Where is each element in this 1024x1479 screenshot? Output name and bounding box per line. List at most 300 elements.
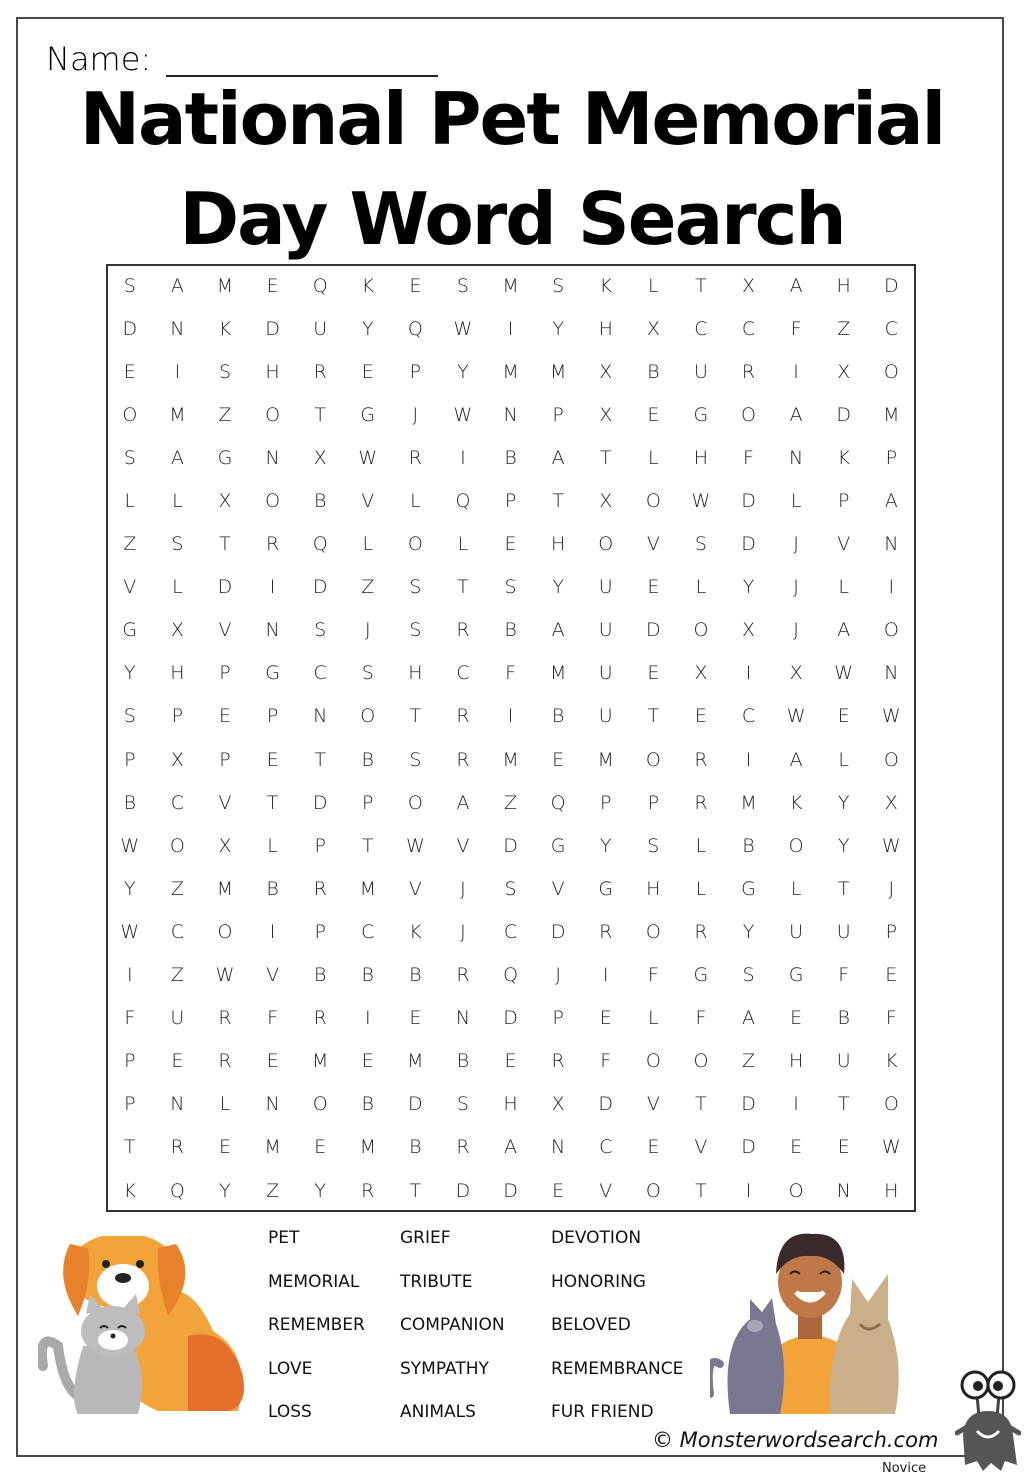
- grid-letter[interactable]: P: [219, 748, 231, 771]
- grid-letter[interactable]: I: [507, 705, 514, 728]
- grid-letter[interactable]: W: [453, 317, 473, 340]
- grid-letter[interactable]: F: [600, 1050, 612, 1073]
- grid-letter[interactable]: S: [456, 274, 469, 297]
- grid-letter[interactable]: O: [217, 920, 233, 943]
- grid-letter[interactable]: P: [314, 920, 326, 943]
- grid-letter[interactable]: Y: [123, 877, 136, 900]
- grid-letter[interactable]: E: [790, 1136, 803, 1159]
- grid-letter[interactable]: R: [599, 920, 613, 943]
- grid-letter[interactable]: O: [645, 920, 661, 943]
- grid-letter[interactable]: C: [313, 662, 327, 685]
- grid-letter[interactable]: M: [502, 274, 519, 297]
- grid-letter[interactable]: O: [598, 533, 614, 556]
- grid-letter[interactable]: N: [265, 619, 280, 642]
- grid-letter[interactable]: A: [789, 403, 803, 426]
- grid-letter[interactable]: I: [364, 1007, 371, 1030]
- grid-letter[interactable]: I: [507, 317, 514, 340]
- grid-letter[interactable]: E: [599, 1007, 612, 1030]
- grid-letter[interactable]: V: [551, 877, 565, 900]
- grid-letter[interactable]: R: [694, 920, 708, 943]
- grid-letter[interactable]: H: [693, 446, 709, 469]
- grid-letter[interactable]: Y: [219, 1179, 231, 1202]
- grid-letter[interactable]: W: [786, 705, 806, 728]
- grid-letter[interactable]: I: [602, 964, 609, 987]
- grid-letter[interactable]: T: [361, 834, 374, 857]
- grid-letter[interactable]: L: [695, 576, 707, 599]
- grid-letter[interactable]: J: [364, 619, 371, 642]
- grid-letter[interactable]: I: [269, 576, 276, 599]
- grid-letter[interactable]: D: [503, 834, 518, 857]
- grid-letter[interactable]: R: [741, 360, 756, 383]
- grid-letter[interactable]: X: [599, 403, 613, 426]
- grid-letter[interactable]: D: [550, 920, 566, 943]
- grid-letter[interactable]: F: [695, 1007, 707, 1030]
- grid-letter[interactable]: R: [313, 877, 327, 900]
- grid-letter[interactable]: E: [790, 1007, 803, 1030]
- grid-letter[interactable]: R: [456, 619, 470, 642]
- grid-letter[interactable]: L: [172, 490, 183, 513]
- grid-letter[interactable]: W: [120, 834, 140, 857]
- grid-letter[interactable]: R: [551, 1050, 565, 1073]
- grid-letter[interactable]: Y: [599, 834, 612, 857]
- grid-letter[interactable]: T: [599, 446, 612, 469]
- grid-letter[interactable]: P: [552, 403, 564, 426]
- grid-letter[interactable]: D: [883, 274, 899, 297]
- grid-letter[interactable]: R: [218, 1050, 232, 1073]
- grid-letter[interactable]: X: [170, 619, 184, 642]
- grid-letter[interactable]: P: [362, 791, 374, 814]
- grid-letter[interactable]: E: [504, 1050, 517, 1073]
- grid-letter[interactable]: O: [265, 403, 281, 426]
- grid-letter[interactable]: V: [599, 1179, 613, 1202]
- grid-letter[interactable]: L: [790, 877, 802, 900]
- grid-letter[interactable]: P: [552, 1007, 564, 1030]
- grid-letter[interactable]: C: [170, 920, 185, 943]
- grid-letter[interactable]: E: [171, 1050, 184, 1073]
- grid-letter[interactable]: O: [693, 619, 709, 642]
- grid-letter[interactable]: O: [407, 533, 423, 556]
- grid-letter[interactable]: A: [170, 446, 184, 469]
- grid-letter[interactable]: B: [647, 360, 660, 383]
- grid-letter[interactable]: S: [409, 619, 422, 642]
- grid-letter[interactable]: C: [456, 662, 470, 685]
- grid-letter[interactable]: O: [788, 834, 804, 857]
- grid-letter[interactable]: L: [648, 1007, 659, 1030]
- grid-letter[interactable]: C: [599, 1136, 613, 1159]
- grid-letter[interactable]: O: [883, 619, 899, 642]
- grid-letter[interactable]: I: [745, 1179, 752, 1202]
- grid-letter[interactable]: M: [502, 360, 519, 383]
- grid-letter[interactable]: O: [122, 403, 138, 426]
- grid-letter[interactable]: X: [646, 317, 660, 340]
- grid-letter[interactable]: O: [645, 1179, 661, 1202]
- grid-letter[interactable]: T: [695, 1093, 707, 1116]
- grid-letter[interactable]: P: [885, 446, 898, 469]
- grid-letter[interactable]: V: [408, 877, 422, 900]
- grid-letter[interactable]: P: [124, 748, 136, 771]
- grid-letter[interactable]: A: [742, 1007, 756, 1030]
- grid-letter[interactable]: M: [407, 1050, 424, 1073]
- grid-letter[interactable]: U: [598, 662, 613, 685]
- grid-letter[interactable]: X: [742, 274, 756, 297]
- grid-letter[interactable]: X: [742, 619, 756, 642]
- grid-letter[interactable]: E: [266, 274, 279, 297]
- grid-letter[interactable]: B: [361, 964, 374, 987]
- grid-letter[interactable]: J: [793, 576, 799, 599]
- grid-letter[interactable]: B: [504, 619, 517, 642]
- grid-letter[interactable]: C: [741, 705, 756, 728]
- grid-letter[interactable]: G: [741, 877, 756, 900]
- grid-letter[interactable]: Q: [312, 274, 328, 297]
- grid-letter[interactable]: S: [171, 533, 184, 556]
- grid-letter[interactable]: R: [456, 705, 470, 728]
- grid-letter[interactable]: B: [313, 490, 327, 513]
- grid-letter[interactable]: E: [361, 1050, 374, 1073]
- grid-letter[interactable]: M: [216, 877, 234, 900]
- grid-letter[interactable]: T: [219, 533, 231, 556]
- grid-letter[interactable]: D: [741, 1136, 756, 1159]
- grid-letter[interactable]: G: [788, 964, 804, 987]
- grid-letter[interactable]: O: [312, 1093, 328, 1116]
- grid-letter[interactable]: E: [361, 360, 374, 383]
- grid-letter[interactable]: U: [598, 705, 613, 728]
- grid-letter[interactable]: Y: [123, 662, 136, 685]
- grid-letter[interactable]: X: [884, 791, 898, 814]
- grid-letter[interactable]: M: [740, 791, 757, 814]
- grid-letter[interactable]: W: [405, 834, 425, 857]
- grid-letter[interactable]: C: [503, 920, 518, 943]
- grid-letter[interactable]: O: [693, 1050, 709, 1073]
- grid-letter[interactable]: R: [694, 791, 708, 814]
- grid-letter[interactable]: K: [789, 791, 803, 814]
- grid-letter[interactable]: U: [598, 619, 613, 642]
- grid-letter[interactable]: J: [460, 920, 466, 943]
- grid-letter[interactable]: V: [361, 490, 375, 513]
- grid-letter[interactable]: L: [790, 490, 802, 513]
- grid-letter[interactable]: V: [123, 576, 137, 599]
- grid-letter[interactable]: L: [457, 533, 469, 556]
- grid-letter[interactable]: J: [793, 533, 799, 556]
- grid-letter[interactable]: P: [600, 791, 612, 814]
- grid-letter[interactable]: E: [409, 274, 422, 297]
- grid-letter[interactable]: I: [174, 360, 181, 383]
- grid-letter[interactable]: Z: [742, 1050, 756, 1073]
- grid-letter[interactable]: P: [219, 662, 231, 685]
- grid-letter[interactable]: S: [123, 274, 136, 297]
- grid-letter[interactable]: X: [170, 748, 184, 771]
- grid-letter[interactable]: E: [552, 748, 565, 771]
- grid-letter[interactable]: O: [883, 360, 899, 383]
- grid-letter[interactable]: G: [217, 446, 233, 469]
- grid-letter[interactable]: G: [360, 403, 376, 426]
- grid-letter[interactable]: S: [123, 705, 136, 728]
- grid-letter[interactable]: Y: [837, 834, 850, 857]
- grid-letter[interactable]: O: [645, 490, 661, 513]
- grid-letter[interactable]: K: [361, 274, 374, 297]
- grid-letter[interactable]: B: [409, 964, 422, 987]
- grid-letter[interactable]: X: [218, 490, 232, 513]
- grid-letter[interactable]: U: [789, 920, 804, 943]
- grid-letter[interactable]: V: [646, 1093, 660, 1116]
- grid-letter[interactable]: Y: [552, 576, 564, 599]
- grid-letter[interactable]: I: [888, 576, 895, 599]
- grid-letter[interactable]: X: [599, 490, 613, 513]
- grid-letter[interactable]: D: [217, 576, 233, 599]
- grid-letter[interactable]: U: [313, 317, 328, 340]
- grid-letter[interactable]: T: [647, 705, 660, 728]
- grid-letter[interactable]: Q: [407, 317, 423, 340]
- grid-letter[interactable]: A: [789, 748, 803, 771]
- grid-letter[interactable]: N: [789, 446, 804, 469]
- grid-letter[interactable]: D: [503, 1179, 518, 1202]
- grid-letter[interactable]: F: [505, 662, 517, 685]
- grid-letter[interactable]: A: [884, 490, 898, 513]
- grid-letter[interactable]: T: [695, 274, 707, 297]
- grid-letter[interactable]: W: [691, 490, 711, 513]
- grid-letter[interactable]: R: [361, 1179, 375, 1202]
- grid-letter[interactable]: N: [170, 317, 185, 340]
- grid-letter[interactable]: H: [836, 274, 851, 297]
- grid-letter[interactable]: M: [502, 748, 519, 771]
- grid-letter[interactable]: P: [266, 705, 279, 728]
- grid-letter[interactable]: R: [408, 446, 422, 469]
- grid-letter[interactable]: Q: [169, 1179, 185, 1202]
- grid-letter[interactable]: P: [124, 1050, 136, 1073]
- grid-letter[interactable]: L: [362, 533, 374, 556]
- grid-letter[interactable]: V: [218, 791, 232, 814]
- grid-letter[interactable]: E: [409, 1007, 422, 1030]
- grid-letter[interactable]: I: [745, 662, 752, 685]
- grid-letter[interactable]: S: [218, 360, 232, 383]
- grid-letter[interactable]: D: [312, 576, 328, 599]
- grid-letter[interactable]: G: [550, 834, 566, 857]
- grid-letter[interactable]: E: [314, 1136, 327, 1159]
- grid-letter[interactable]: P: [647, 791, 660, 814]
- grid-letter[interactable]: W: [881, 705, 901, 728]
- grid-letter[interactable]: Q: [550, 791, 566, 814]
- grid-letter[interactable]: J: [888, 877, 895, 900]
- grid-letter[interactable]: L: [124, 490, 136, 513]
- grid-letter[interactable]: P: [124, 1093, 136, 1116]
- grid-letter[interactable]: D: [741, 533, 756, 556]
- grid-letter[interactable]: E: [123, 360, 136, 383]
- grid-letter[interactable]: T: [266, 791, 279, 814]
- grid-letter[interactable]: L: [172, 576, 183, 599]
- grid-letter[interactable]: B: [551, 705, 565, 728]
- grid-letter[interactable]: E: [504, 533, 517, 556]
- grid-letter[interactable]: D: [503, 1007, 518, 1030]
- grid-letter[interactable]: X: [837, 360, 851, 383]
- grid-letter[interactable]: L: [648, 446, 659, 469]
- grid-letter[interactable]: R: [218, 1007, 232, 1030]
- grid-letter[interactable]: Z: [837, 317, 851, 340]
- grid-letter[interactable]: I: [793, 1093, 799, 1116]
- grid-letter[interactable]: N: [884, 533, 899, 556]
- grid-letter[interactable]: L: [695, 877, 707, 900]
- grid-letter[interactable]: T: [695, 1179, 707, 1202]
- grid-letter[interactable]: R: [170, 1136, 184, 1159]
- grid-letter[interactable]: Y: [457, 360, 469, 383]
- grid-letter[interactable]: H: [598, 317, 613, 340]
- grid-letter[interactable]: D: [122, 317, 138, 340]
- grid-letter[interactable]: V: [646, 533, 660, 556]
- grid-letter[interactable]: E: [885, 964, 898, 987]
- grid-letter[interactable]: H: [265, 360, 280, 383]
- grid-letter[interactable]: R: [313, 1007, 327, 1030]
- grid-letter[interactable]: G: [693, 964, 709, 987]
- grid-letter[interactable]: F: [790, 317, 802, 340]
- grid-letter[interactable]: S: [742, 964, 755, 987]
- grid-letter[interactable]: E: [694, 705, 707, 728]
- grid-letter[interactable]: M: [264, 1136, 281, 1159]
- grid-letter[interactable]: Z: [218, 403, 232, 426]
- grid-letter[interactable]: F: [267, 1007, 279, 1030]
- grid-letter[interactable]: D: [312, 791, 328, 814]
- grid-letter[interactable]: Q: [455, 490, 471, 513]
- grid-letter[interactable]: X: [218, 834, 232, 857]
- grid-letter[interactable]: E: [647, 403, 660, 426]
- grid-letter[interactable]: B: [361, 748, 374, 771]
- grid-letter[interactable]: A: [456, 791, 470, 814]
- grid-letter[interactable]: S: [409, 576, 422, 599]
- grid-letter[interactable]: W: [834, 662, 854, 685]
- grid-letter[interactable]: E: [647, 576, 660, 599]
- grid-letter[interactable]: O: [360, 705, 376, 728]
- grid-letter[interactable]: D: [646, 619, 661, 642]
- grid-letter[interactable]: T: [837, 1093, 850, 1116]
- grid-letter[interactable]: A: [504, 1136, 518, 1159]
- grid-letter[interactable]: E: [266, 748, 279, 771]
- grid-letter[interactable]: T: [123, 1136, 136, 1159]
- grid-letter[interactable]: U: [170, 1007, 185, 1030]
- grid-letter[interactable]: K: [409, 920, 422, 943]
- grid-letter[interactable]: P: [837, 490, 850, 513]
- grid-letter[interactable]: M: [883, 403, 900, 426]
- grid-letter[interactable]: B: [456, 1050, 470, 1073]
- grid-letter[interactable]: J: [793, 619, 799, 642]
- grid-letter[interactable]: L: [838, 748, 849, 771]
- grid-letter[interactable]: U: [693, 360, 708, 383]
- grid-letter[interactable]: D: [741, 1093, 756, 1116]
- grid-letter[interactable]: H: [884, 1179, 899, 1202]
- grid-letter[interactable]: S: [314, 619, 327, 642]
- grid-letter[interactable]: J: [460, 877, 466, 900]
- grid-letter[interactable]: G: [693, 403, 709, 426]
- grid-letter[interactable]: B: [266, 877, 279, 900]
- grid-letter[interactable]: T: [409, 705, 422, 728]
- grid-letter[interactable]: Z: [504, 791, 518, 814]
- grid-letter[interactable]: E: [647, 662, 660, 685]
- grid-letter[interactable]: L: [219, 1093, 231, 1116]
- grid-letter[interactable]: S: [647, 834, 660, 857]
- grid-letter[interactable]: M: [549, 360, 567, 383]
- grid-letter[interactable]: B: [361, 1093, 374, 1116]
- grid-letter[interactable]: S: [361, 662, 374, 685]
- grid-letter[interactable]: O: [645, 1050, 661, 1073]
- grid-letter[interactable]: T: [314, 748, 326, 771]
- grid-letter[interactable]: F: [124, 1007, 136, 1030]
- grid-letter[interactable]: A: [551, 446, 565, 469]
- grid-letter[interactable]: N: [503, 403, 518, 426]
- grid-letter[interactable]: I: [269, 920, 276, 943]
- grid-letter[interactable]: F: [885, 1007, 897, 1030]
- grid-letter[interactable]: E: [837, 705, 850, 728]
- grid-letter[interactable]: B: [123, 791, 137, 814]
- grid-letter[interactable]: O: [169, 834, 185, 857]
- grid-letter[interactable]: V: [837, 533, 851, 556]
- grid-letter[interactable]: L: [838, 576, 849, 599]
- grid-letter[interactable]: P: [504, 490, 517, 513]
- grid-letter[interactable]: F: [647, 964, 659, 987]
- grid-letter[interactable]: I: [126, 964, 133, 987]
- grid-letter[interactable]: E: [552, 1179, 565, 1202]
- grid-letter[interactable]: V: [218, 619, 232, 642]
- grid-letter[interactable]: O: [883, 1093, 899, 1116]
- grid-letter[interactable]: R: [456, 748, 470, 771]
- grid-letter[interactable]: O: [645, 748, 661, 771]
- grid-letter[interactable]: M: [359, 877, 376, 900]
- grid-letter[interactable]: N: [313, 705, 328, 728]
- grid-letter[interactable]: W: [358, 446, 378, 469]
- grid-letter[interactable]: O: [407, 791, 423, 814]
- grid-letter[interactable]: W: [120, 920, 140, 943]
- grid-letter[interactable]: Y: [314, 1179, 326, 1202]
- grid-letter[interactable]: B: [504, 446, 517, 469]
- grid-letter[interactable]: U: [836, 920, 851, 943]
- grid-letter[interactable]: S: [694, 533, 707, 556]
- grid-letter[interactable]: Q: [312, 533, 328, 556]
- grid-letter[interactable]: V: [694, 1136, 708, 1159]
- grid-letter[interactable]: Y: [361, 317, 374, 340]
- grid-letter[interactable]: N: [836, 1179, 851, 1202]
- grid-letter[interactable]: S: [504, 877, 517, 900]
- grid-letter[interactable]: O: [788, 1179, 804, 1202]
- grid-letter[interactable]: O: [741, 403, 756, 426]
- grid-letter[interactable]: T: [409, 1179, 422, 1202]
- grid-letter[interactable]: E: [218, 705, 231, 728]
- grid-letter[interactable]: G: [122, 619, 138, 642]
- grid-letter[interactable]: E: [266, 1050, 279, 1073]
- grid-letter[interactable]: D: [598, 1093, 614, 1116]
- grid-letter[interactable]: S: [504, 576, 517, 599]
- grid-letter[interactable]: F: [838, 964, 850, 987]
- grid-letter[interactable]: Z: [170, 964, 184, 987]
- grid-letter[interactable]: L: [267, 834, 278, 857]
- grid-letter[interactable]: O: [265, 490, 281, 513]
- grid-letter[interactable]: S: [456, 1093, 469, 1116]
- grid-letter[interactable]: B: [837, 1007, 850, 1030]
- grid-letter[interactable]: H: [503, 1093, 518, 1116]
- grid-letter[interactable]: K: [599, 274, 612, 297]
- grid-letter[interactable]: D: [408, 1093, 423, 1116]
- grid-letter[interactable]: R: [694, 748, 708, 771]
- grid-letter[interactable]: X: [599, 360, 613, 383]
- grid-letter[interactable]: C: [361, 920, 375, 943]
- grid-letter[interactable]: J: [555, 964, 561, 987]
- grid-letter[interactable]: Y: [742, 576, 755, 599]
- puzzle-grid[interactable]: [106, 264, 916, 1212]
- grid-letter[interactable]: U: [598, 576, 613, 599]
- grid-letter[interactable]: T: [837, 877, 850, 900]
- grid-letter[interactable]: P: [314, 834, 326, 857]
- grid-letter[interactable]: L: [648, 274, 659, 297]
- grid-letter[interactable]: R: [456, 964, 470, 987]
- grid-letter[interactable]: D: [265, 317, 280, 340]
- grid-letter[interactable]: L: [410, 490, 421, 513]
- grid-letter[interactable]: A: [551, 619, 565, 642]
- grid-letter[interactable]: R: [456, 1136, 470, 1159]
- grid-letter[interactable]: J: [412, 403, 419, 426]
